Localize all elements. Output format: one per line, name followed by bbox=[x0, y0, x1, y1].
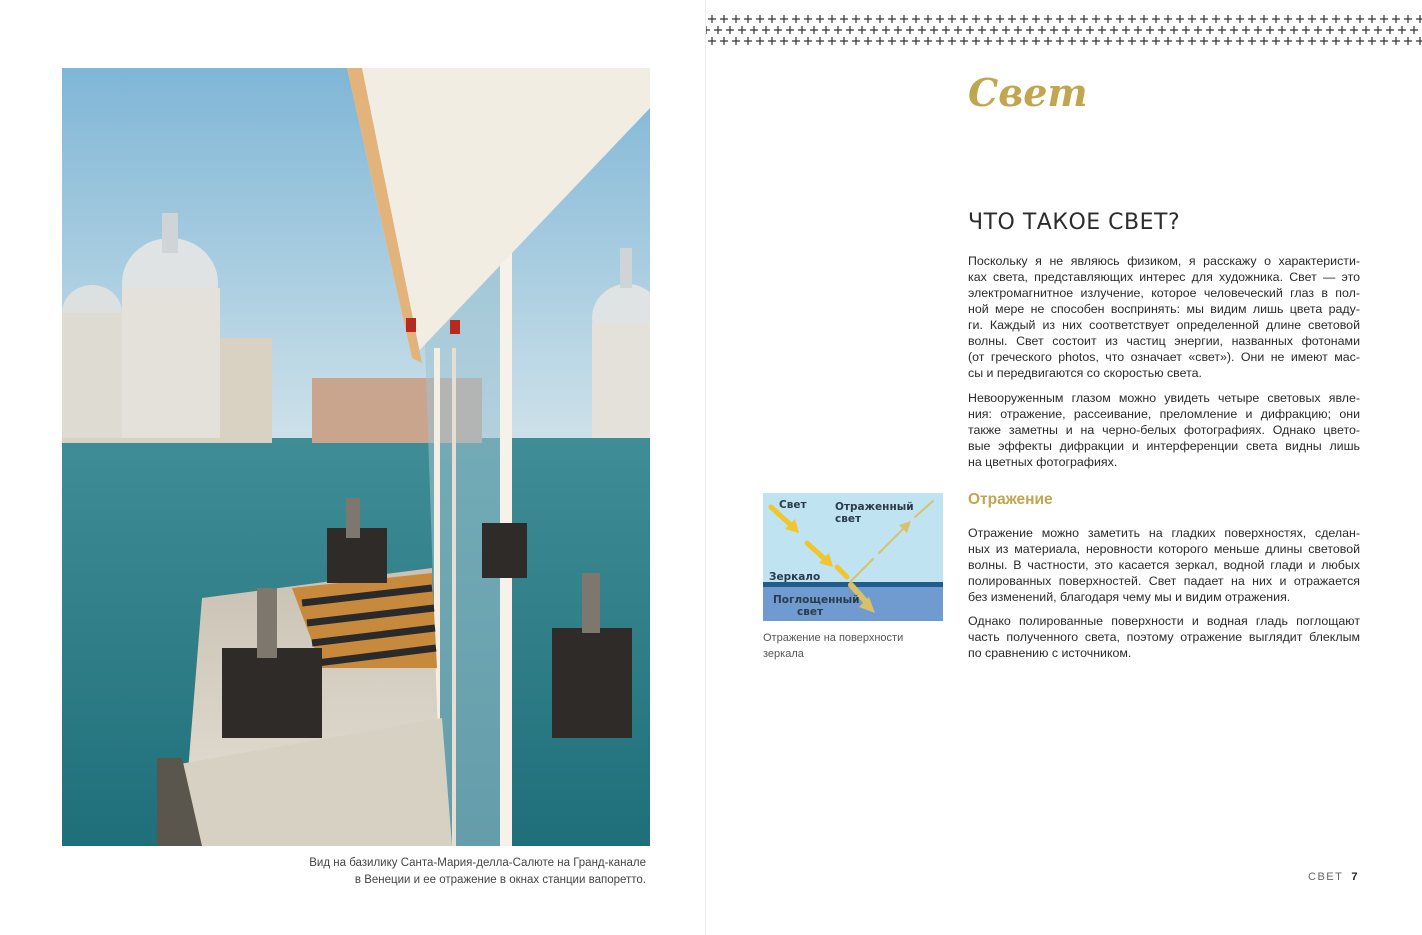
text-line: сы и передвигаются со скоростью света. bbox=[968, 366, 1202, 380]
running-head: СВЕТ bbox=[1308, 871, 1344, 883]
text-line: электромагнитное излучение, которое человеческий глаз в пол- bbox=[968, 286, 1360, 300]
chapter-title: Свет bbox=[968, 70, 1088, 115]
text-line: ной мере не способен воспринять: мы видим лишь цвета раду- bbox=[968, 302, 1360, 316]
section-title: ЧТО ТАКОЕ СВЕТ? bbox=[968, 210, 1181, 235]
diagram-label-absorbed: свет bbox=[797, 606, 824, 618]
text-line: вые эффекты дифракции и интерференции света видны лишь bbox=[968, 439, 1360, 453]
diagram-label-absorbed: Поглощенный bbox=[773, 594, 860, 606]
body-paragraph-1 bbox=[968, 253, 1360, 381]
decorative-cross-pattern bbox=[706, 14, 1422, 48]
reflection-diagram bbox=[763, 493, 943, 621]
subsection-title: Отражение bbox=[968, 491, 1053, 508]
text-line: Невооруженным глазом можно увидеть четыре световых явле- bbox=[968, 391, 1360, 405]
photo-caption bbox=[260, 855, 646, 889]
diagram-label-light: Свет bbox=[779, 499, 807, 511]
page-gutter bbox=[705, 0, 706, 935]
text-line: (от греческого photos, что означает «свет»). Они не имеют мас- bbox=[968, 350, 1360, 364]
page-footer bbox=[1308, 871, 1357, 883]
text-line: ных из материала, неровности которого меньше длины световой bbox=[968, 542, 1360, 556]
text-line: Однако полированные поверхности и водная гладь поглощают bbox=[968, 614, 1360, 628]
text-line: Отражение можно заметить на гладких поверхностях, сделан- bbox=[968, 526, 1360, 540]
text-line: по сравнению с источником. bbox=[968, 646, 1132, 660]
venice-photo bbox=[62, 68, 650, 846]
diagram-caption-line: Отражение на поверхности bbox=[763, 632, 904, 644]
text-line: ках света, представляющих интерес для художника. Свет — это bbox=[968, 270, 1360, 284]
body-paragraph-4 bbox=[968, 613, 1360, 661]
body-paragraph-3 bbox=[968, 525, 1360, 605]
diagram-caption bbox=[763, 630, 943, 662]
page-number: 7 bbox=[1351, 871, 1358, 883]
text-line: Поскольку я не являюсь физиком, я расскажу о характеристи- bbox=[968, 254, 1360, 268]
diagram-label-reflected: Отраженный свет bbox=[835, 501, 914, 525]
text-line: волны. Свет состоит из частиц энергии, названных фотонами bbox=[968, 334, 1360, 348]
text-line: ги. Каждый из них соответствует определенной длине световой bbox=[968, 318, 1360, 332]
photo-caption-line: Вид на базилику Санта-Мария-делла-Салюте на Гранд-канале bbox=[309, 857, 646, 869]
text-line: без изменений, благодаря чему мы и видим отражения. bbox=[968, 590, 1291, 604]
text-line: ния: отражение, рассеивание, преломление и дифракцию; они bbox=[968, 407, 1360, 421]
diagram-caption-line: зеркала bbox=[763, 648, 804, 660]
text-line: часть полученного света, поэтому отражение выглядит блеклым bbox=[968, 630, 1360, 644]
text-line: волны. В частности, это касается зеркал, водной глади и любых bbox=[968, 558, 1360, 572]
text-line: полированных поверхностей. Свет падает на них и отражается bbox=[968, 574, 1360, 588]
text-line: также заметны и на черно-белых фотографиях. Однако цвето- bbox=[968, 423, 1360, 437]
photo-caption-line: в Венеции и ее отражение в окнах станции вапоретто. bbox=[354, 874, 646, 886]
body-paragraph-2 bbox=[968, 390, 1360, 470]
diagram-label-mirror: Зеркало bbox=[769, 571, 821, 583]
text-line: на цветных фотографиях. bbox=[968, 455, 1118, 469]
